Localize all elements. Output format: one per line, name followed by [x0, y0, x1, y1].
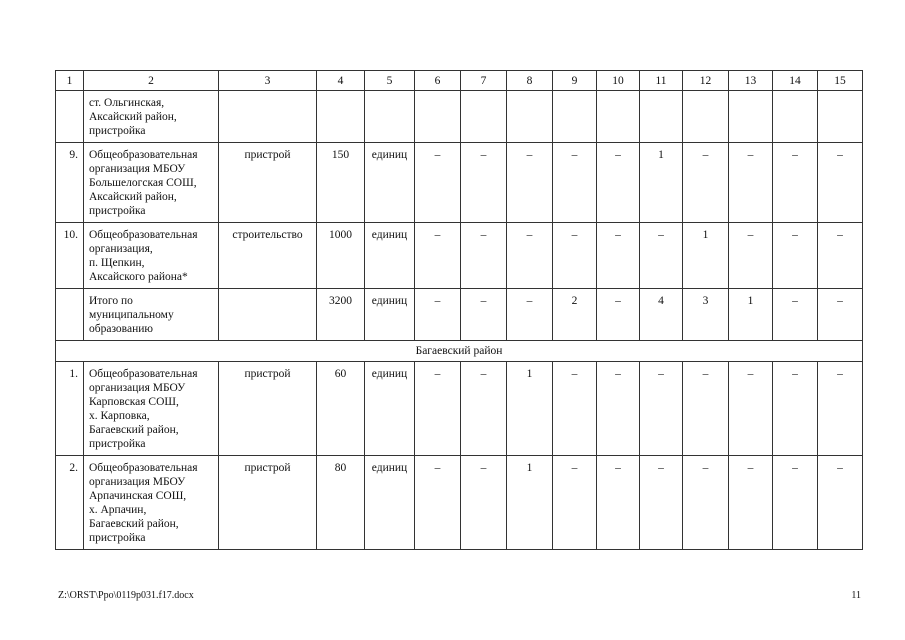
- year-value-cell: –: [415, 289, 461, 341]
- year-value-cell: –: [415, 223, 461, 289]
- year-value-cell: [461, 91, 507, 143]
- year-value-cell: –: [597, 362, 640, 456]
- year-value-cell: –: [461, 223, 507, 289]
- year-value-cell: –: [507, 223, 553, 289]
- year-value-cell: 1: [729, 289, 773, 341]
- year-value-cell: [729, 91, 773, 143]
- unit-cell: [365, 91, 415, 143]
- year-value-cell: –: [415, 362, 461, 456]
- object-name-cell: Общеобразовательная организация МБОУ Арпачинская СОШ, х. Арпачин, Багаевский район, пристройка: [84, 456, 219, 550]
- year-value-cell: –: [415, 143, 461, 223]
- column-number-cell: 13: [729, 71, 773, 91]
- year-value-cell: –: [729, 362, 773, 456]
- year-value-cell: [553, 91, 597, 143]
- column-number-cell: 4: [317, 71, 365, 91]
- row-number-cell: 1.: [56, 362, 84, 456]
- capacity-cell: 80: [317, 456, 365, 550]
- year-value-cell: –: [729, 456, 773, 550]
- year-value-cell: –: [773, 289, 818, 341]
- year-value-cell: –: [507, 143, 553, 223]
- year-value-cell: –: [818, 362, 863, 456]
- year-value-cell: –: [553, 362, 597, 456]
- capacity-cell: [317, 91, 365, 143]
- header-row: [56, 71, 863, 91]
- year-value-cell: –: [597, 456, 640, 550]
- year-value-cell: –: [729, 223, 773, 289]
- year-value-cell: [507, 91, 553, 143]
- table-row: [56, 456, 863, 550]
- section-row: [56, 341, 863, 362]
- capacity-cell: 3200: [317, 289, 365, 341]
- year-value-cell: [683, 91, 729, 143]
- object-name-cell: Общеобразовательная организация, п. Щепкин, Аксайского района*: [84, 223, 219, 289]
- capacity-cell: 150: [317, 143, 365, 223]
- document-table: [55, 70, 863, 550]
- table-row: [56, 91, 863, 143]
- year-value-cell: –: [597, 143, 640, 223]
- row-number-cell: 2.: [56, 456, 84, 550]
- column-number-cell: 1: [56, 71, 84, 91]
- row-number-cell: 9.: [56, 143, 84, 223]
- object-name-cell: Итого по муниципальному образованию: [84, 289, 219, 341]
- unit-cell: единиц: [365, 223, 415, 289]
- unit-cell: единиц: [365, 143, 415, 223]
- column-number-cell: 9: [553, 71, 597, 91]
- footer-page-number: 11: [851, 590, 861, 601]
- year-value-cell: 1: [683, 223, 729, 289]
- table-row: [56, 362, 863, 456]
- column-number-cell: 15: [818, 71, 863, 91]
- column-number-cell: 8: [507, 71, 553, 91]
- column-number-cell: 7: [461, 71, 507, 91]
- unit-cell: единиц: [365, 362, 415, 456]
- year-value-cell: –: [461, 289, 507, 341]
- year-value-cell: [818, 91, 863, 143]
- column-number-cell: 2: [84, 71, 219, 91]
- work-type-cell: [219, 91, 317, 143]
- year-value-cell: –: [553, 456, 597, 550]
- year-value-cell: –: [818, 223, 863, 289]
- row-number-cell: 10.: [56, 223, 84, 289]
- year-value-cell: –: [818, 456, 863, 550]
- footer-file-path: Z:\ORST\Ppo\0119p031.f17.docx: [58, 590, 194, 601]
- year-value-cell: [773, 91, 818, 143]
- column-number-cell: 3: [219, 71, 317, 91]
- year-value-cell: 3: [683, 289, 729, 341]
- year-value-cell: 1: [507, 362, 553, 456]
- work-type-cell: пристрой: [219, 456, 317, 550]
- year-value-cell: 1: [507, 456, 553, 550]
- year-value-cell: –: [640, 362, 683, 456]
- year-value-cell: –: [461, 362, 507, 456]
- object-name-cell: Общеобразовательная организация МБОУ Большелогская СОШ, Аксайский район, пристройка: [84, 143, 219, 223]
- year-value-cell: –: [773, 223, 818, 289]
- year-value-cell: [640, 91, 683, 143]
- year-value-cell: –: [553, 143, 597, 223]
- year-value-cell: –: [415, 456, 461, 550]
- year-value-cell: –: [507, 289, 553, 341]
- unit-cell: единиц: [365, 289, 415, 341]
- column-number-cell: 6: [415, 71, 461, 91]
- row-number-cell: [56, 289, 84, 341]
- year-value-cell: –: [818, 289, 863, 341]
- capacity-cell: 60: [317, 362, 365, 456]
- object-name-cell: ст. Ольгинская, Аксайский район, пристройка: [84, 91, 219, 143]
- table-row: [56, 289, 863, 341]
- year-value-cell: –: [461, 456, 507, 550]
- table-row: [56, 223, 863, 289]
- year-value-cell: 1: [640, 143, 683, 223]
- year-value-cell: –: [461, 143, 507, 223]
- year-value-cell: –: [818, 143, 863, 223]
- year-value-cell: –: [773, 362, 818, 456]
- year-value-cell: 4: [640, 289, 683, 341]
- unit-cell: единиц: [365, 456, 415, 550]
- year-value-cell: –: [553, 223, 597, 289]
- column-number-cell: 5: [365, 71, 415, 91]
- year-value-cell: –: [773, 143, 818, 223]
- year-value-cell: [415, 91, 461, 143]
- year-value-cell: –: [729, 143, 773, 223]
- year-value-cell: –: [640, 223, 683, 289]
- work-type-cell: пристрой: [219, 143, 317, 223]
- row-number-cell: [56, 91, 84, 143]
- year-value-cell: 2: [553, 289, 597, 341]
- year-value-cell: –: [597, 223, 640, 289]
- year-value-cell: [597, 91, 640, 143]
- column-number-cell: 12: [683, 71, 729, 91]
- year-value-cell: –: [773, 456, 818, 550]
- table-row: [56, 143, 863, 223]
- column-number-cell: 14: [773, 71, 818, 91]
- work-type-cell: строительство: [219, 223, 317, 289]
- column-number-cell: 11: [640, 71, 683, 91]
- capacity-cell: 1000: [317, 223, 365, 289]
- year-value-cell: –: [683, 362, 729, 456]
- column-number-cell: 10: [597, 71, 640, 91]
- object-name-cell: Общеобразовательная организация МБОУ Карповская СОШ, х. Карповка, Багаевский район, пристройка: [84, 362, 219, 456]
- year-value-cell: –: [640, 456, 683, 550]
- year-value-cell: –: [597, 289, 640, 341]
- section-title: Багаевский район: [56, 341, 863, 362]
- work-type-cell: [219, 289, 317, 341]
- year-value-cell: –: [683, 456, 729, 550]
- year-value-cell: –: [683, 143, 729, 223]
- work-type-cell: пристрой: [219, 362, 317, 456]
